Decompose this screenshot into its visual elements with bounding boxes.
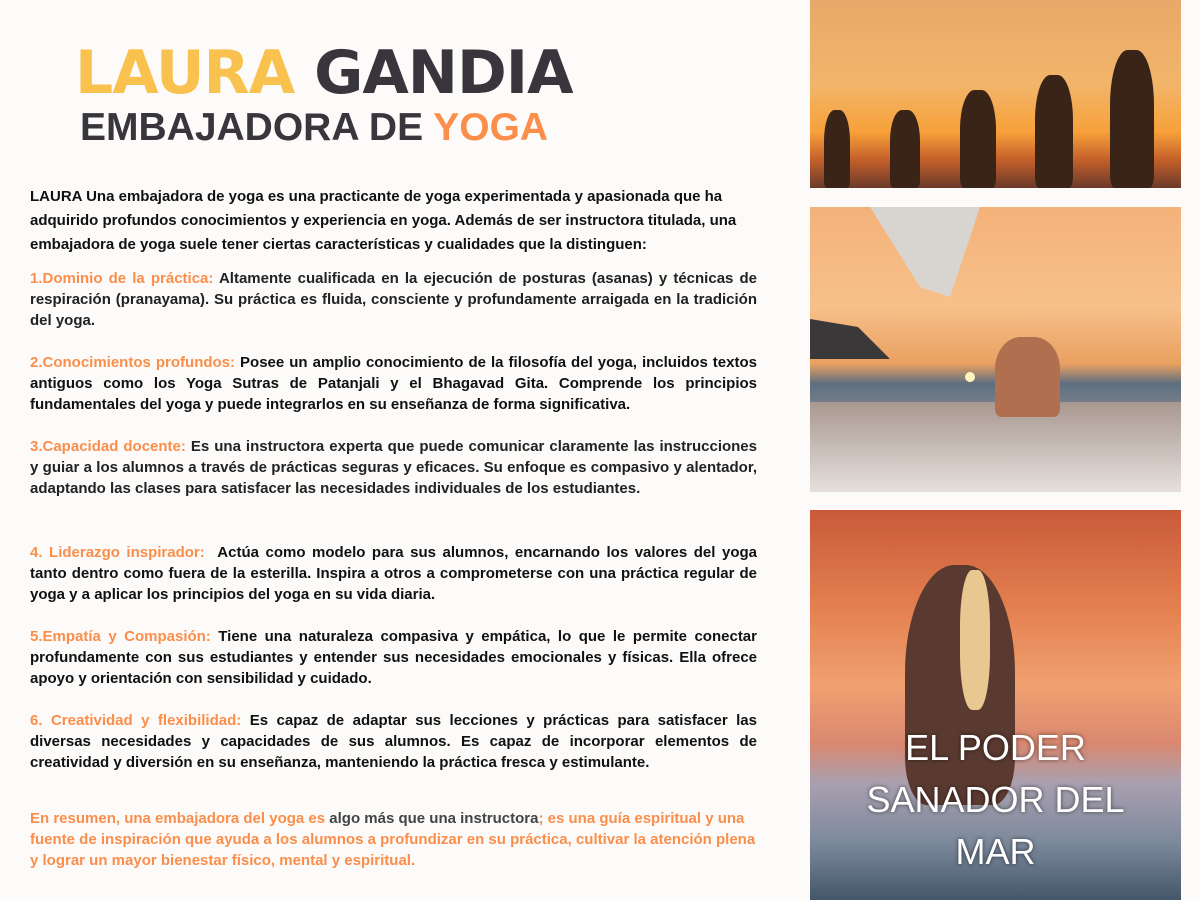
photo-group-yoga-sunset bbox=[810, 0, 1181, 188]
point-heading: 4. Liderazgo inspirador: bbox=[30, 544, 205, 561]
page-title bbox=[75, 38, 573, 108]
page-subtitle bbox=[80, 106, 548, 150]
point-3 bbox=[30, 436, 757, 499]
point-heading: 2.Conocimientos profundos: bbox=[30, 354, 236, 371]
caption-line: MAR bbox=[955, 831, 1036, 872]
point-1 bbox=[30, 268, 757, 331]
summary-paragraph bbox=[30, 808, 760, 871]
title-first-name: LAURA bbox=[75, 38, 295, 108]
point-text: Es una instructora experta que puede comunicar claramente las instrucciones y guiar a los alumnos a través de prácticas seguras y eficaces. Su enfoque es compasivo y alentador, adaptando las clases para satisfacer las necesidades individuales de los estudiantes. bbox=[30, 438, 757, 497]
subtitle-highlight: YOGA bbox=[433, 106, 549, 149]
point-4 bbox=[30, 542, 762, 605]
point-heading: 5.Empatía y Compasión: bbox=[30, 628, 211, 645]
summary-text: ; es una guía espiritual y una fuente de inspiración que ayuda a los alumnos a profundizar en su práctica, cultivar la atención plena y lograr un mayor bienestar físico, mental y espiritual. bbox=[30, 810, 756, 869]
point-text: Posee un amplio conocimiento de la filosofía del yoga, incluidos textos antiguos como los Yoga Sutras de Patanjali y el Bhagavad Gita. Comprende los principios fundamentales del yoga y puede integrarlos en su enseñanza de forma significativa. bbox=[30, 354, 757, 413]
point-heading: 6. Creatividad y flexibilidad: bbox=[30, 712, 242, 729]
summary-emphasis: algo más que una instructora bbox=[329, 810, 539, 827]
subtitle-text: EMBAJADORA DE bbox=[80, 106, 424, 149]
point-text: Actúa como modelo para sus alumnos, encarnando los valores del yoga tanto dentro como fuera de la esterilla. Inspira a otros a comprometerse con una práctica regular de yoga y a aplicar los principios del yoga en su vida diaria. bbox=[30, 544, 762, 603]
point-text: Tiene una naturaleza compasiva y empática, lo que le permite conectar profundamente con sus estudiantes y entender sus necesidades emocionales y físicas. Ella ofrece apoyo y orientación con sensibilidad y cuidado. bbox=[30, 628, 757, 687]
point-heading: 3.Capacidad docente: bbox=[30, 438, 186, 455]
photo-catamaran-sunset bbox=[810, 207, 1181, 492]
point-text: Altamente cualificada en la ejecución de posturas (asanas) y técnicas de respiración (pranayama). Su práctica es fluida, consciente y profundamente arraigada en la tradición del yoga. bbox=[30, 270, 757, 329]
title-last-name: GANDIA bbox=[314, 38, 573, 108]
intro-paragraph: LAURA Una embajadora de yoga es una practicante de yoga experimentada y apasionada que ha adquirido profundos conocimientos y experiencia en yoga. Además de ser instructora titulada, una embajadora de yoga suele tener ciertas características y cualidades que la distinguen: bbox=[30, 188, 737, 253]
point-6 bbox=[30, 710, 757, 773]
summary-text: En resumen, una embajadora del yoga es bbox=[30, 810, 330, 827]
point-text: Es capaz de adaptar sus lecciones y prácticas para satisfacer las diversas necesidades y capacidades de sus alumnos. Es capaz de incorporar elementos de creatividad y diversión en su enseñanza, manteniendo la práctica fresca y estimulante. bbox=[30, 712, 757, 771]
caption-line: SANADOR DEL bbox=[866, 779, 1125, 820]
point-heading: 1.Dominio de la práctica: bbox=[30, 270, 214, 287]
photo-overlay-caption bbox=[810, 722, 1181, 878]
caption-line: EL PODER bbox=[905, 727, 1086, 768]
point-2 bbox=[30, 352, 757, 415]
point-5 bbox=[30, 626, 757, 689]
